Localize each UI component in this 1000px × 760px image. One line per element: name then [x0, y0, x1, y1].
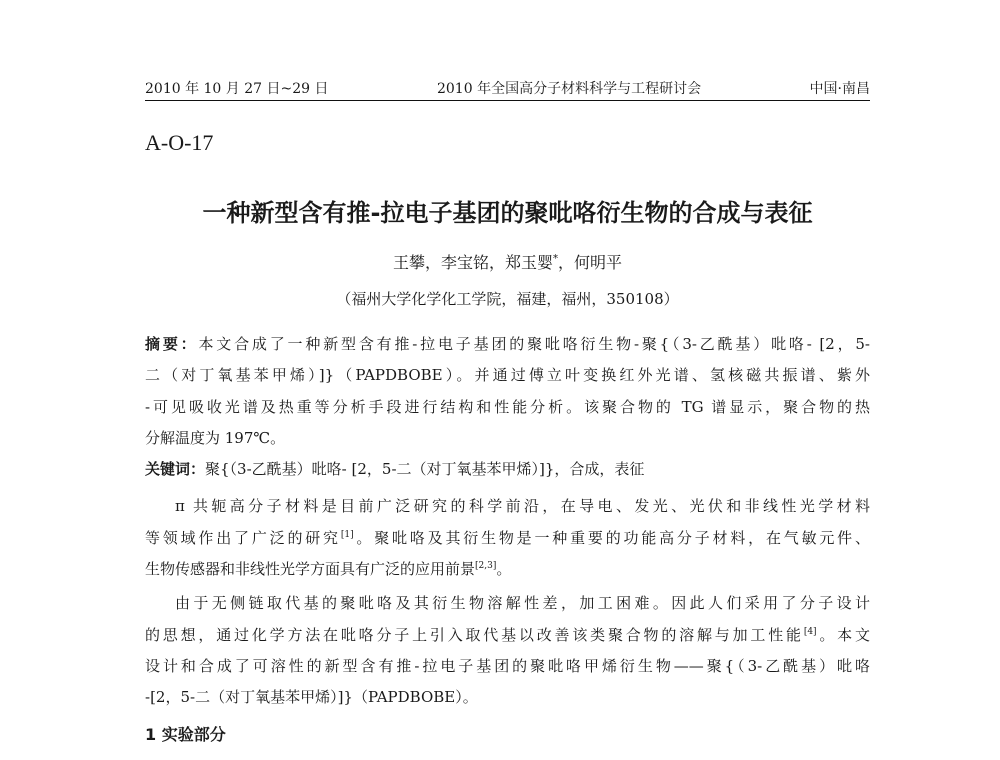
citation-ref-1: [1] — [340, 530, 354, 540]
citation-ref-4: [4] — [803, 627, 817, 637]
authors-before: 王攀，李宝铭，郑玉婴 — [392, 253, 553, 272]
body-p2-line-1: 由于无侧链取代基的聚吡咯及其衍生物溶解性差，加工困难。因此人们采用了分子设计 — [175, 594, 870, 612]
body-p1-line-3-end: 。 — [496, 560, 512, 578]
keywords-text: 聚{（3-乙酰基）吡咯- [2，5-二（对丁氧基苯甲烯）]}，合成，表征 — [205, 460, 645, 478]
header-location: 中国·南昌 — [809, 81, 870, 97]
body-p1-line-3-text: 生物传感器和非线性光学方面具有广泛的应用前景 — [145, 560, 476, 578]
body-p2-line-3: 设计和合成了可溶性的新型含有推-拉电子基团的聚吡咯甲烯衍生物——聚{（3-乙酰基）吡咯 — [145, 657, 870, 675]
abstract-label: 摘要： — [145, 335, 199, 353]
body-p2-line-2-rest: 。本文 — [816, 626, 870, 644]
paper-title: 一种新型含有推-拉电子基团的聚吡咯衍生物的合成与表征 — [202, 199, 813, 227]
abstract-text-1: 本文合成了一种新型含有推-拉电子基团的聚吡咯衍生物-聚{（3-乙酰基）吡咯- [2，5- — [198, 335, 870, 353]
body-p2-line-4: -[2，5-二（对丁氧基苯甲烯）]}（PAPDBOBE）。 — [145, 688, 478, 706]
keywords-line — [145, 458, 870, 484]
body-p1-line-3 — [145, 558, 870, 584]
body-p1-line-1: π 共轭高分子材料是目前广泛研究的科学前沿，在导电、发光、光伏和非线性光学材料 — [175, 497, 870, 515]
paper-id: A-O-17 — [145, 130, 214, 155]
abstract-line-3: -可见吸收光谱及热重等分析手段进行结构和性能分析。该聚合物的 TG 谱显示，聚合物的热 — [145, 398, 870, 416]
affiliation: （福州大学化学化工学院，福建，福州，350108） — [336, 290, 679, 308]
running-header — [145, 78, 870, 101]
authors-after: ，何明平 — [558, 253, 623, 272]
header-date: 2010 年 10 月 27 日~29 日 — [145, 81, 329, 97]
corresponding-author-mark: * — [553, 253, 558, 265]
citation-ref-2-3: [2,3] — [475, 561, 497, 571]
body-p1-line-2 — [145, 527, 870, 553]
body-p2-line-2-text: 的思想，通过化学方法在吡咯分子上引入取代基以改善该类聚合物的溶解与加工性能 — [145, 626, 804, 644]
abstract-line-4: 分解温度为 197℃。 — [145, 429, 286, 447]
section-heading-experimental: 1 实验部分 — [145, 725, 226, 744]
abstract-line-2: 二（对丁氧基苯甲烯）]}（PAPDBOBE）。并通过傅立叶变换红外光谱、氢核磁共振谱、紫外 — [145, 366, 870, 384]
body-p2-line-2 — [145, 624, 870, 650]
author-list — [145, 250, 870, 273]
abstract-line-1 — [145, 333, 870, 359]
header-conference: 2010 年全国高分子材料科学与工程研讨会 — [436, 81, 702, 97]
body-p1-line-2-rest: 。聚吡咯及其衍生物是一种重要的功能高分子材料，在气敏元件、 — [353, 529, 870, 547]
body-p1-line-2-text: 等领域作出了广泛的研究 — [145, 529, 341, 547]
keywords-label: 关键词： — [145, 460, 206, 478]
